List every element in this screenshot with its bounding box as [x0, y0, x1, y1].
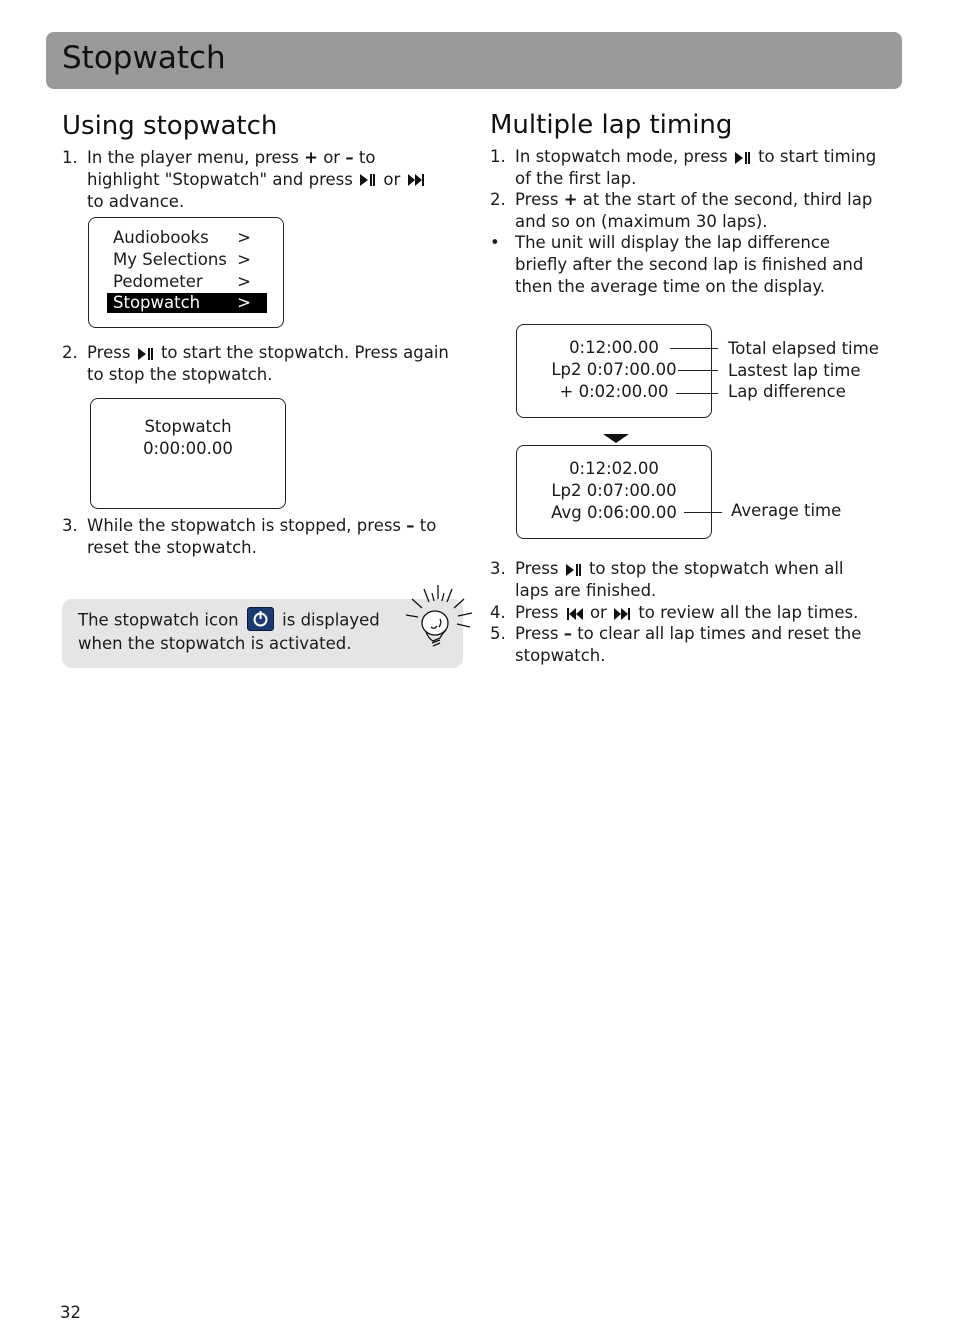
lap-screen-a — [516, 324, 712, 418]
screen-lap-difference: + 0:02:00.00 — [559, 382, 669, 401]
minus-key: – — [345, 148, 354, 167]
menu-item-my-selections — [107, 250, 267, 270]
skip-forward-icon — [408, 174, 425, 186]
screen-lap-time: Lp2 0:07:00.00 — [551, 481, 677, 500]
step-text-fragment: to review all the lap times. — [638, 603, 859, 622]
menu-item-label: Stopwatch — [113, 293, 201, 312]
play-pause-icon — [138, 348, 154, 360]
step-number: 2. — [62, 343, 78, 362]
step-text-fragment: to start the stopwatch. Press again — [160, 343, 449, 362]
lightbulb-tip-icon — [402, 583, 474, 663]
minus-key: – — [406, 516, 415, 535]
step-text — [515, 623, 861, 667]
screen-lap-time: Lp2 0:07:00.00 — [551, 360, 677, 379]
step-text-fragment: reset the stopwatch. — [87, 537, 257, 557]
step-text-fragment: stopwatch. — [515, 645, 606, 665]
leader-line — [676, 393, 718, 394]
step-text-fragment: to clear all lap times and reset the — [577, 624, 862, 643]
step-text-fragment: or — [323, 148, 341, 167]
screen-time: 0:00:00.00 — [143, 439, 233, 458]
step-number: 3. — [62, 516, 78, 535]
step-text-fragment: to advance. — [87, 191, 185, 211]
step-text-fragment: then the average time on the display. — [515, 276, 826, 296]
step-text-fragment: highlight "Stopwatch" and press — [87, 169, 353, 189]
leader-line — [684, 512, 722, 513]
right-step-1 — [490, 146, 910, 190]
left-step-1 — [62, 147, 462, 213]
play-pause-icon — [360, 174, 376, 186]
page-title: Stopwatch — [62, 40, 226, 76]
step-text-fragment: to — [419, 516, 437, 535]
annotation-latest-lap: Lastest lap time — [728, 361, 861, 380]
step-number: 4. — [490, 603, 506, 622]
bullet-text — [515, 232, 863, 297]
step-text-fragment: Press — [515, 603, 559, 622]
step-text-fragment: In stopwatch mode, press — [515, 147, 728, 166]
step-text-fragment: briefly after the second lap is finished and — [515, 254, 864, 274]
step-text-fragment: Press — [515, 559, 559, 578]
play-pause-icon — [735, 152, 751, 164]
header-bar — [46, 32, 902, 89]
annotation-total-elapsed: Total elapsed time — [728, 339, 879, 358]
step-number: 5. — [490, 624, 506, 643]
step-text-fragment: to — [358, 148, 376, 167]
step-text-fragment: In the player menu, press — [87, 148, 299, 167]
step-text-fragment: to stop the stopwatch. — [87, 364, 273, 384]
menu-item-label: My Selections — [113, 250, 227, 269]
plus-key: + — [563, 190, 578, 209]
step-text-fragment: While the stopwatch is stopped, press — [87, 516, 402, 535]
tip-text-fragment: is displayed — [282, 610, 380, 630]
step-text-fragment: laps are finished. — [515, 580, 657, 600]
menu-item-audiobooks — [107, 228, 267, 248]
step-number: 1. — [62, 148, 78, 167]
skip-back-icon — [566, 608, 583, 620]
menu-screen — [88, 217, 284, 328]
right-step-3 — [490, 558, 910, 602]
tip-text — [78, 609, 380, 655]
step-text-fragment: at the start of the second, third lap — [582, 190, 873, 209]
step-text — [515, 189, 872, 233]
right-step-5 — [490, 623, 910, 667]
step-number: 3. — [490, 559, 506, 578]
menu-item-stopwatch-selected — [107, 293, 267, 313]
stopwatch-screen — [90, 398, 286, 509]
menu-item-label: Audiobooks — [113, 228, 209, 247]
using-stopwatch-heading: Using stopwatch — [62, 111, 278, 141]
screen-average-time: Avg 0:06:00.00 — [551, 503, 677, 522]
menu-item-arrow: > — [237, 250, 251, 269]
step-text — [87, 342, 449, 386]
multiple-lap-timing-heading: Multiple lap timing — [490, 110, 733, 140]
tip-text-fragment: The stopwatch icon — [78, 610, 239, 630]
menu-item-arrow: > — [237, 228, 251, 247]
menu-item-label: Pedometer — [113, 272, 203, 291]
page-number: 32 — [60, 1303, 81, 1322]
step-number: 2. — [490, 190, 506, 209]
step-text-fragment: The unit will display the lap difference — [515, 233, 831, 252]
menu-item-arrow: > — [237, 293, 251, 312]
step-text — [515, 558, 844, 602]
skip-forward-icon — [614, 608, 631, 620]
stopwatch-status-icon — [247, 607, 274, 631]
bullet-mark: • — [490, 233, 500, 252]
menu-item-pedometer — [107, 272, 267, 292]
play-pause-icon — [566, 564, 582, 576]
left-step-3 — [62, 515, 462, 559]
plus-key: + — [304, 148, 318, 167]
screen-line: Stopwatch — [144, 417, 232, 436]
step-number: 1. — [490, 147, 506, 166]
right-bullet — [490, 232, 910, 298]
step-text-fragment: and so on (maximum 30 laps). — [515, 211, 768, 231]
annotation-lap-difference: Lap difference — [728, 382, 846, 401]
step-text-fragment: of the first lap. — [515, 168, 637, 188]
screen-total-time: 0:12:02.00 — [569, 459, 659, 478]
step-text-fragment: Press — [515, 190, 559, 209]
step-text — [87, 147, 427, 212]
annotation-average-time: Average time — [731, 501, 842, 520]
step-text-fragment: to stop the stopwatch when all — [588, 559, 844, 578]
left-step-2 — [62, 342, 462, 386]
tip-text-fragment: when the stopwatch is activated. — [78, 634, 352, 653]
minus-key: – — [563, 624, 572, 643]
leader-line — [670, 348, 718, 349]
step-text-fragment: to start timing — [758, 147, 877, 166]
step-text — [515, 146, 876, 190]
right-step-2 — [490, 189, 910, 233]
screen-total-time: 0:12:00.00 — [569, 338, 659, 357]
leader-line — [678, 370, 718, 371]
step-text-fragment: Press — [515, 624, 559, 643]
menu-item-arrow: > — [237, 272, 251, 291]
step-text-fragment: Press — [87, 343, 131, 362]
lap-screen-b — [516, 445, 712, 539]
step-text-fragment: or — [589, 603, 607, 622]
step-text-fragment: or — [383, 169, 401, 189]
step-text — [515, 602, 858, 624]
right-step-4 — [490, 602, 910, 624]
step-text — [87, 515, 436, 559]
